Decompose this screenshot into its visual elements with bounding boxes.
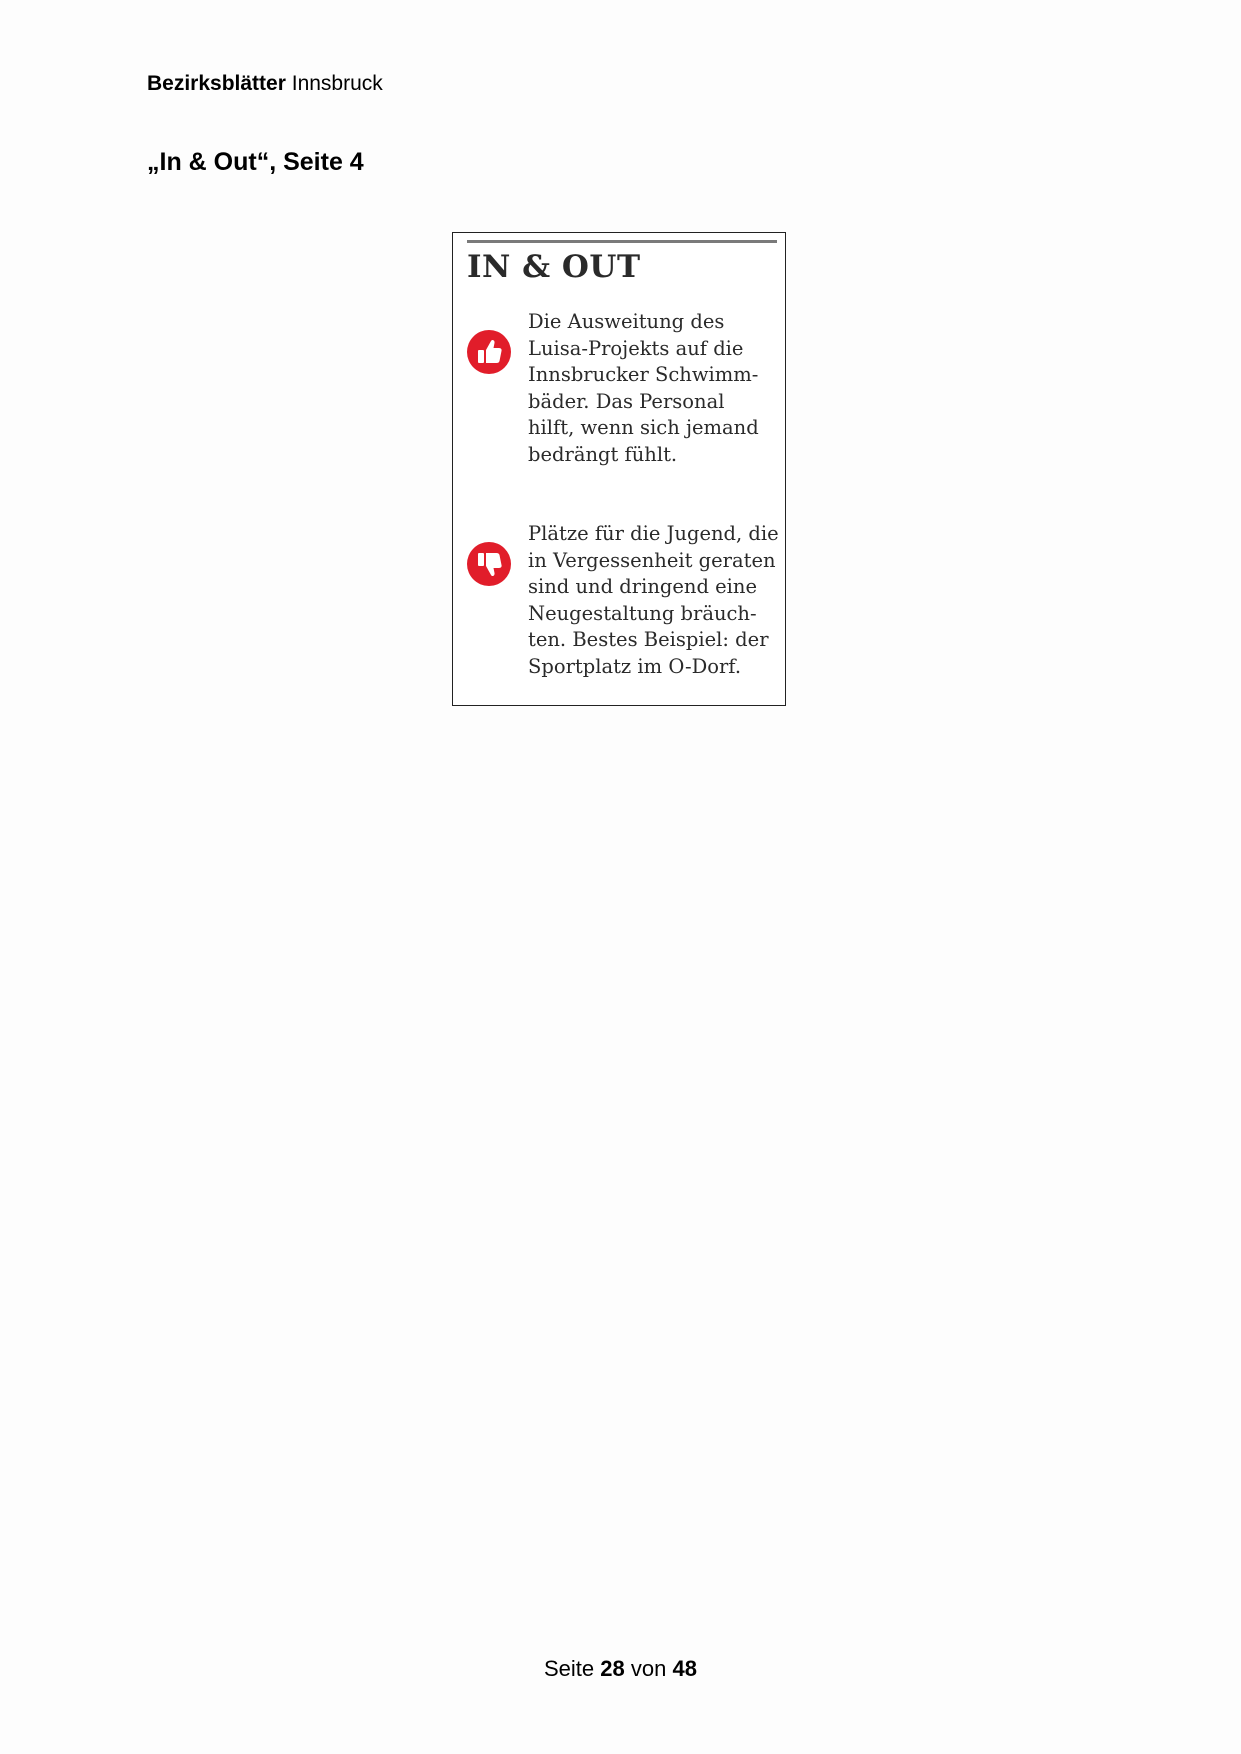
section-title: „In & Out“, Seite 4	[147, 148, 364, 176]
current-page-number: 28	[600, 1656, 625, 1681]
page-separator: von	[630, 1656, 667, 1681]
page-footer	[0, 1656, 1241, 1682]
in-item-text: Die Ausweitung des Luisa-Projekts auf die Innsbrucker Schwimm- bäder. Das Personal hilft, wenn sich jemand bedrängt fühlt.	[528, 310, 759, 466]
out-item-text: Plätze für die Jugend, die in Vergessenheit geraten sind und dringend eine Neugestaltung bräuch- ten. Bestes Beispiel: der Sportplatz im O-Dorf.	[528, 522, 779, 678]
document-header	[147, 72, 383, 96]
page-label: Seite	[544, 1656, 595, 1681]
thumbs-up-icon	[467, 330, 511, 374]
total-pages-number: 48	[672, 1656, 697, 1681]
publication-region: Innsbruck	[291, 72, 383, 95]
clipping-top-rule	[467, 240, 777, 243]
newspaper-clipping	[452, 232, 786, 706]
clipping-title: IN & OUT	[467, 249, 641, 285]
publication-name: Bezirksblätter	[147, 72, 286, 95]
thumbs-down-icon	[467, 542, 511, 586]
